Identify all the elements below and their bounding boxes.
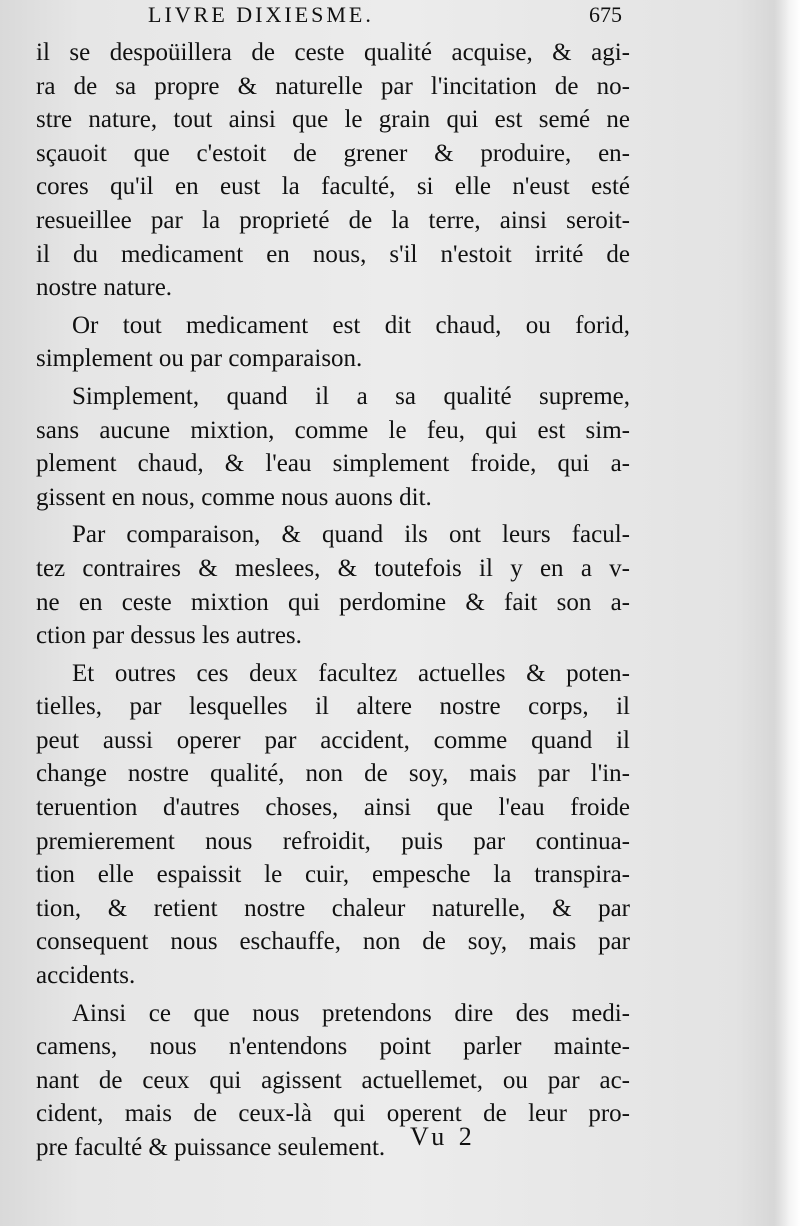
- text-line: gissent en nous, comme nous auons dit.: [36, 483, 432, 511]
- text-line: sans aucune mixtion, comme le feu, qui est sim-: [36, 416, 630, 444]
- text-line: resueillee par la proprieté de la terre, ainsi seroit-: [36, 206, 630, 234]
- text-line: premierement nous refroidit, puis par continua-: [36, 827, 630, 855]
- text-line: Simplement, quand il a sa qualité supreme,: [72, 382, 630, 410]
- text-line: cident, mais de ceux-là qui operent de leur pro-: [36, 1100, 630, 1128]
- text-line: Ainsi ce que nous pretendons dire des medi-: [72, 999, 630, 1027]
- paragraph-6: [36, 997, 630, 1165]
- paragraph-3: [36, 380, 630, 514]
- text-line: peut aussi operer par accident, comme quand il: [36, 726, 630, 754]
- text-block: [36, 36, 630, 1169]
- page-number: 675: [589, 2, 622, 27]
- text-line: sçauoit que c'estoit de grener & produire, en-: [36, 139, 630, 167]
- paragraph-2: [36, 309, 630, 376]
- text-line: il se despoüillera de ceste qualité acquise, & agi-: [36, 39, 630, 66]
- text-line: il du medicament en nous, s'il n'estoit irrité de: [36, 240, 630, 268]
- text-line: camens, nous n'entendons point parler mainte-: [36, 1033, 630, 1061]
- text-line: change nostre qualité, non de soy, mais par l'in-: [36, 760, 630, 788]
- text-line: teruention d'autres choses, ainsi que l'eau froide: [36, 794, 630, 822]
- text-line: tion, & retient nostre chaleur naturelle, & par: [36, 894, 630, 922]
- text-line: Et outres ces deux facultez actuelles & poten-: [72, 659, 630, 687]
- text-line: ction par dessus les autres.: [36, 622, 302, 650]
- text-line: nostre nature.: [36, 274, 173, 302]
- running-title: LIVRE DIXIESME.: [148, 2, 374, 27]
- text-line: accidents.: [36, 962, 136, 990]
- text-line: ne en ceste mixtion qui perdomine & fait son a-: [36, 588, 630, 616]
- text-line: plement chaud, & l'eau simplement froide, qui a-: [36, 450, 630, 478]
- text-line: simplement ou par comparaison.: [36, 345, 363, 373]
- paragraph-5: [36, 657, 630, 993]
- text-line: pre faculté & puissance seulement.: [36, 1134, 386, 1161]
- text-line: ra de sa propre & naturelle par l'incitation de no-: [36, 72, 630, 100]
- signature-mark: Vu 2: [410, 1122, 476, 1151]
- text-line: tez contraires & meslees, & toutefois il y en a v-: [36, 554, 630, 582]
- text-line: Or tout medicament est dit chaud, ou forid,: [72, 311, 630, 339]
- text-line: tion elle espaissit le cuir, empesche la transpira-: [36, 861, 630, 889]
- text-line: cores qu'il en eust la faculté, si elle n'eust esté: [36, 173, 630, 201]
- text-line: consequent nous eschauffe, non de soy, mais par: [36, 928, 630, 956]
- text-line: stre nature, tout ainsi que le grain qui est semé ne: [36, 106, 630, 134]
- text-line: Par comparaison, & quand ils ont leurs facul-: [72, 521, 630, 549]
- text-line: nant de ceux qui agissent actuellemet, ou par ac-: [36, 1066, 630, 1094]
- paragraph-4: [36, 518, 630, 652]
- page-header: [148, 2, 622, 32]
- text-line: tielles, par lesquelles il altere nostre corps, il: [36, 693, 630, 721]
- paragraph-1: [36, 36, 630, 305]
